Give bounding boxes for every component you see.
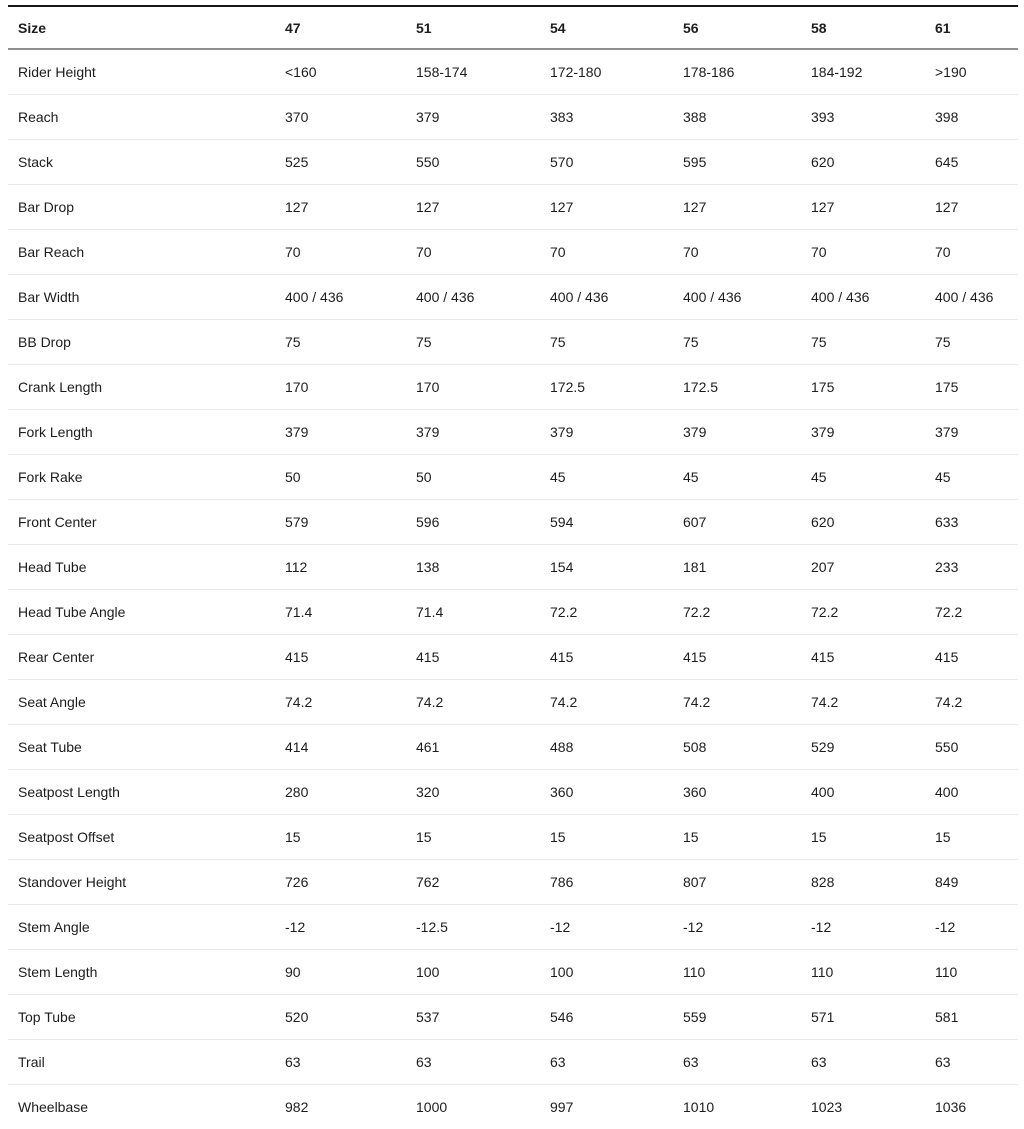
cell-value: 233 — [935, 545, 1018, 590]
cell-value: 75 — [935, 320, 1018, 365]
cell-value: 415 — [285, 635, 416, 680]
cell-value: 594 — [550, 500, 683, 545]
cell-value: -12 — [935, 905, 1018, 950]
cell-value: 620 — [811, 500, 935, 545]
cell-value: 579 — [285, 500, 416, 545]
row-label: Head Tube — [8, 545, 285, 590]
row-label: Stack — [8, 140, 285, 185]
cell-value: 138 — [416, 545, 550, 590]
cell-value: 72.2 — [935, 590, 1018, 635]
cell-value: 75 — [811, 320, 935, 365]
cell-value: 762 — [416, 860, 550, 905]
cell-value: 849 — [935, 860, 1018, 905]
cell-value: 63 — [811, 1040, 935, 1085]
cell-value: 127 — [683, 185, 811, 230]
cell-value: 170 — [285, 365, 416, 410]
row-label: Bar Drop — [8, 185, 285, 230]
cell-value: 807 — [683, 860, 811, 905]
table-row — [8, 995, 1018, 1040]
cell-value: 520 — [285, 995, 416, 1040]
row-label: Bar Width — [8, 275, 285, 320]
cell-value: 400 / 436 — [285, 275, 416, 320]
cell-value: 1000 — [416, 1085, 550, 1129]
size-chart-table — [8, 5, 1018, 1129]
row-label: Rider Height — [8, 49, 285, 95]
cell-value: -12 — [683, 905, 811, 950]
cell-value: >190 — [935, 49, 1018, 95]
row-label: Fork Length — [8, 410, 285, 455]
row-label: Bar Reach — [8, 230, 285, 275]
row-label: Front Center — [8, 500, 285, 545]
cell-value: 400 — [935, 770, 1018, 815]
cell-value: 75 — [550, 320, 683, 365]
table-row — [8, 185, 1018, 230]
cell-value: 15 — [550, 815, 683, 860]
cell-value: 127 — [935, 185, 1018, 230]
cell-value: -12 — [811, 905, 935, 950]
cell-value: 75 — [416, 320, 550, 365]
cell-value: 570 — [550, 140, 683, 185]
cell-value: 400 — [811, 770, 935, 815]
cell-value: 379 — [416, 410, 550, 455]
column-header: 51 — [416, 6, 550, 49]
cell-value: 726 — [285, 860, 416, 905]
cell-value: <160 — [285, 49, 416, 95]
row-label: Head Tube Angle — [8, 590, 285, 635]
cell-value: 70 — [285, 230, 416, 275]
cell-value: 175 — [811, 365, 935, 410]
table-row — [8, 365, 1018, 410]
cell-value: 72.2 — [811, 590, 935, 635]
cell-value: 379 — [935, 410, 1018, 455]
cell-value: 415 — [811, 635, 935, 680]
cell-value: 172.5 — [550, 365, 683, 410]
column-header: 47 — [285, 6, 416, 49]
cell-value: 50 — [285, 455, 416, 500]
cell-value: 400 / 436 — [416, 275, 550, 320]
row-label: Standover Height — [8, 860, 285, 905]
cell-value: 74.2 — [683, 680, 811, 725]
column-header-size: Size — [8, 6, 285, 49]
column-header: 58 — [811, 6, 935, 49]
cell-value: 379 — [550, 410, 683, 455]
row-label: BB Drop — [8, 320, 285, 365]
cell-value: 63 — [416, 1040, 550, 1085]
cell-value: 415 — [683, 635, 811, 680]
cell-value: 181 — [683, 545, 811, 590]
table-row — [8, 230, 1018, 275]
cell-value: 400 / 436 — [683, 275, 811, 320]
cell-value: 1023 — [811, 1085, 935, 1129]
row-label: Seatpost Offset — [8, 815, 285, 860]
cell-value: 15 — [683, 815, 811, 860]
cell-value: 172-180 — [550, 49, 683, 95]
cell-value: 379 — [811, 410, 935, 455]
cell-value: -12.5 — [416, 905, 550, 950]
cell-value: 100 — [416, 950, 550, 995]
table-body — [8, 49, 1018, 1129]
cell-value: 393 — [811, 95, 935, 140]
cell-value: 50 — [416, 455, 550, 500]
cell-value: 550 — [416, 140, 550, 185]
cell-value: 70 — [550, 230, 683, 275]
cell-value: 70 — [683, 230, 811, 275]
size-chart — [8, 5, 1018, 1129]
cell-value: -12 — [285, 905, 416, 950]
cell-value: 786 — [550, 860, 683, 905]
cell-value: 45 — [811, 455, 935, 500]
table-row — [8, 1040, 1018, 1085]
cell-value: 74.2 — [811, 680, 935, 725]
table-row — [8, 500, 1018, 545]
cell-value: 400 / 436 — [935, 275, 1018, 320]
cell-value: 997 — [550, 1085, 683, 1129]
row-label: Top Tube — [8, 995, 285, 1040]
cell-value: 63 — [683, 1040, 811, 1085]
cell-value: 571 — [811, 995, 935, 1040]
cell-value: 63 — [935, 1040, 1018, 1085]
table-row — [8, 49, 1018, 95]
row-label: Fork Rake — [8, 455, 285, 500]
cell-value: 414 — [285, 725, 416, 770]
cell-value: 127 — [416, 185, 550, 230]
table-row — [8, 320, 1018, 365]
cell-value: 320 — [416, 770, 550, 815]
cell-value: 1010 — [683, 1085, 811, 1129]
table-header — [8, 6, 1018, 49]
cell-value: 15 — [285, 815, 416, 860]
cell-value: 172.5 — [683, 365, 811, 410]
row-label: Seat Angle — [8, 680, 285, 725]
cell-value: 72.2 — [550, 590, 683, 635]
cell-value: 15 — [935, 815, 1018, 860]
row-label: Rear Center — [8, 635, 285, 680]
row-label: Stem Length — [8, 950, 285, 995]
cell-value: 207 — [811, 545, 935, 590]
column-header: 54 — [550, 6, 683, 49]
cell-value: 110 — [683, 950, 811, 995]
header-row — [8, 6, 1018, 49]
cell-value: 360 — [550, 770, 683, 815]
table-row — [8, 635, 1018, 680]
table-row — [8, 770, 1018, 815]
cell-value: 127 — [811, 185, 935, 230]
cell-value: 45 — [550, 455, 683, 500]
cell-value: -12 — [550, 905, 683, 950]
cell-value: 607 — [683, 500, 811, 545]
cell-value: 74.2 — [550, 680, 683, 725]
cell-value: 127 — [550, 185, 683, 230]
table-row — [8, 950, 1018, 995]
cell-value: 71.4 — [285, 590, 416, 635]
cell-value: 75 — [285, 320, 416, 365]
table-row — [8, 905, 1018, 950]
cell-value: 63 — [285, 1040, 416, 1085]
cell-value: 360 — [683, 770, 811, 815]
cell-value: 415 — [550, 635, 683, 680]
cell-value: 1036 — [935, 1085, 1018, 1129]
cell-value: 110 — [811, 950, 935, 995]
row-label: Seat Tube — [8, 725, 285, 770]
cell-value: 75 — [683, 320, 811, 365]
cell-value: 370 — [285, 95, 416, 140]
cell-value: 184-192 — [811, 49, 935, 95]
cell-value: 45 — [683, 455, 811, 500]
cell-value: 559 — [683, 995, 811, 1040]
cell-value: 158-174 — [416, 49, 550, 95]
column-header: 61 — [935, 6, 1018, 49]
cell-value: 400 / 436 — [550, 275, 683, 320]
cell-value: 529 — [811, 725, 935, 770]
cell-value: 550 — [935, 725, 1018, 770]
cell-value: 110 — [935, 950, 1018, 995]
cell-value: 525 — [285, 140, 416, 185]
table-row — [8, 725, 1018, 770]
cell-value: 70 — [416, 230, 550, 275]
cell-value: 70 — [935, 230, 1018, 275]
column-header: 56 — [683, 6, 811, 49]
row-label: Crank Length — [8, 365, 285, 410]
cell-value: 127 — [285, 185, 416, 230]
table-row — [8, 860, 1018, 905]
cell-value: 112 — [285, 545, 416, 590]
cell-value: 178-186 — [683, 49, 811, 95]
row-label: Seatpost Length — [8, 770, 285, 815]
table-row — [8, 140, 1018, 185]
cell-value: 537 — [416, 995, 550, 1040]
cell-value: 90 — [285, 950, 416, 995]
cell-value: 72.2 — [683, 590, 811, 635]
cell-value: 620 — [811, 140, 935, 185]
cell-value: 170 — [416, 365, 550, 410]
cell-value: 15 — [811, 815, 935, 860]
cell-value: 461 — [416, 725, 550, 770]
cell-value: 74.2 — [935, 680, 1018, 725]
cell-value: 415 — [935, 635, 1018, 680]
cell-value: 379 — [683, 410, 811, 455]
cell-value: 982 — [285, 1085, 416, 1129]
cell-value: 45 — [935, 455, 1018, 500]
row-label: Wheelbase — [8, 1085, 285, 1129]
cell-value: 70 — [811, 230, 935, 275]
row-label: Reach — [8, 95, 285, 140]
cell-value: 175 — [935, 365, 1018, 410]
cell-value: 828 — [811, 860, 935, 905]
cell-value: 400 / 436 — [811, 275, 935, 320]
row-label: Stem Angle — [8, 905, 285, 950]
cell-value: 63 — [550, 1040, 683, 1085]
cell-value: 154 — [550, 545, 683, 590]
cell-value: 645 — [935, 140, 1018, 185]
cell-value: 508 — [683, 725, 811, 770]
table-row — [8, 455, 1018, 500]
cell-value: 595 — [683, 140, 811, 185]
table-row — [8, 275, 1018, 320]
cell-value: 388 — [683, 95, 811, 140]
cell-value: 488 — [550, 725, 683, 770]
row-label: Trail — [8, 1040, 285, 1085]
cell-value: 379 — [416, 95, 550, 140]
cell-value: 546 — [550, 995, 683, 1040]
table-row — [8, 680, 1018, 725]
cell-value: 581 — [935, 995, 1018, 1040]
cell-value: 74.2 — [285, 680, 416, 725]
cell-value: 415 — [416, 635, 550, 680]
table-row — [8, 1085, 1018, 1129]
cell-value: 100 — [550, 950, 683, 995]
table-row — [8, 95, 1018, 140]
cell-value: 596 — [416, 500, 550, 545]
cell-value: 280 — [285, 770, 416, 815]
cell-value: 398 — [935, 95, 1018, 140]
cell-value: 74.2 — [416, 680, 550, 725]
cell-value: 383 — [550, 95, 683, 140]
cell-value: 379 — [285, 410, 416, 455]
cell-value: 633 — [935, 500, 1018, 545]
table-row — [8, 590, 1018, 635]
table-row — [8, 815, 1018, 860]
table-row — [8, 410, 1018, 455]
cell-value: 15 — [416, 815, 550, 860]
cell-value: 71.4 — [416, 590, 550, 635]
table-row — [8, 545, 1018, 590]
